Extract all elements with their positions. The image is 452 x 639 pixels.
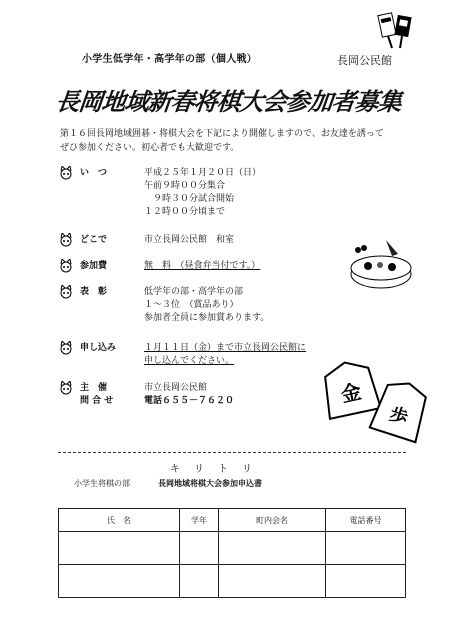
date-line: 平成２５年１月２０日（日） — [144, 168, 262, 178]
cut-line — [58, 452, 406, 453]
detail-host — [58, 382, 358, 410]
table-row — [59, 532, 406, 565]
shogi-pieces-icon — [320, 356, 430, 446]
application-table — [58, 508, 406, 598]
time-line: ９時３０分試合開始 — [144, 194, 235, 204]
name-cell[interactable] — [59, 565, 180, 598]
col-grade: 学年 — [180, 509, 219, 532]
neighborhood-cell[interactable] — [219, 532, 326, 565]
detail-value — [144, 167, 261, 219]
col-phone: 電話番号 — [326, 509, 406, 532]
detail-value — [144, 342, 306, 368]
detail-fee — [58, 260, 358, 274]
fu-piece-label: 歩 — [386, 403, 411, 430]
cat-icon — [58, 285, 74, 304]
form-title: 長岡地域将棋大会参加申込書 — [158, 479, 262, 488]
subtitle: 小学生低学年・高学年の部（個人戦） — [82, 54, 258, 65]
award-line: １～３位 （賞品あり） — [144, 300, 239, 310]
grade-cell[interactable] — [180, 532, 219, 565]
grade-cell[interactable] — [180, 565, 219, 598]
time-line: 午前９時００分集合 — [144, 181, 226, 191]
cut-label: キリトリ — [170, 464, 266, 475]
neighborhood-cell[interactable] — [219, 565, 326, 598]
detail-label: 参加費 — [80, 261, 108, 271]
form-section: 小学生将棋の部 — [74, 479, 130, 488]
organizer-name: 長岡公民館 — [337, 54, 392, 67]
detail-value — [144, 286, 269, 325]
kin-piece-label: 金 — [338, 379, 364, 407]
phone-cell[interactable] — [326, 565, 406, 598]
table-header-row — [59, 509, 406, 532]
detail-value: 市立長岡公民館 和室 — [144, 235, 235, 245]
col-name: 氏 名 — [59, 509, 180, 532]
cat-icon — [58, 166, 74, 185]
apply-line: １月１１日（金）まで市立長岡公民館に — [144, 343, 307, 353]
detail-value: 無 料 （昼食弁当付です。） — [144, 261, 261, 271]
new-year-decoration-icon — [376, 10, 416, 50]
detail-label: 表 彰 — [80, 287, 108, 297]
name-cell[interactable] — [59, 532, 180, 565]
cat-icon — [58, 341, 74, 360]
phone-cell[interactable] — [326, 532, 406, 565]
detail-when — [58, 167, 358, 227]
detail-apply — [58, 342, 358, 370]
detail-where — [58, 234, 358, 248]
cat-icon — [58, 233, 74, 252]
detail-label: どこで — [80, 235, 108, 245]
detail-label: 申し込み — [80, 343, 117, 353]
lunchbox-icon — [346, 236, 416, 296]
phone-number: 電話６５５－７６２０ — [144, 396, 235, 406]
award-line: 低学年の部・高学年の部 — [144, 287, 244, 297]
detail-label: い つ — [80, 168, 108, 178]
detail-value: 市立長岡公民館 — [144, 383, 208, 393]
cat-icon — [58, 381, 74, 400]
table-row — [59, 565, 406, 598]
award-line: 参加者全員に参加賞あります。 — [144, 313, 270, 323]
col-neighborhood: 町内会名 — [219, 509, 326, 532]
apply-line: 申し込んでください。 — [144, 356, 235, 366]
time-line: １２時００分頃まで — [144, 207, 226, 217]
detail-label: 問 合 せ — [80, 396, 114, 406]
detail-label: 主 催 — [80, 383, 108, 393]
intro-text: 第１６回長岡地域囲碁・将棋大会を下記により開催しますので、お友達を誘ってぜひ参加ください。初心者でも大歓迎です。 — [60, 129, 384, 153]
cat-icon — [58, 259, 74, 278]
detail-award — [58, 286, 358, 328]
page-title: 長岡地域新春将棋大会参加者募集 — [54, 88, 403, 116]
